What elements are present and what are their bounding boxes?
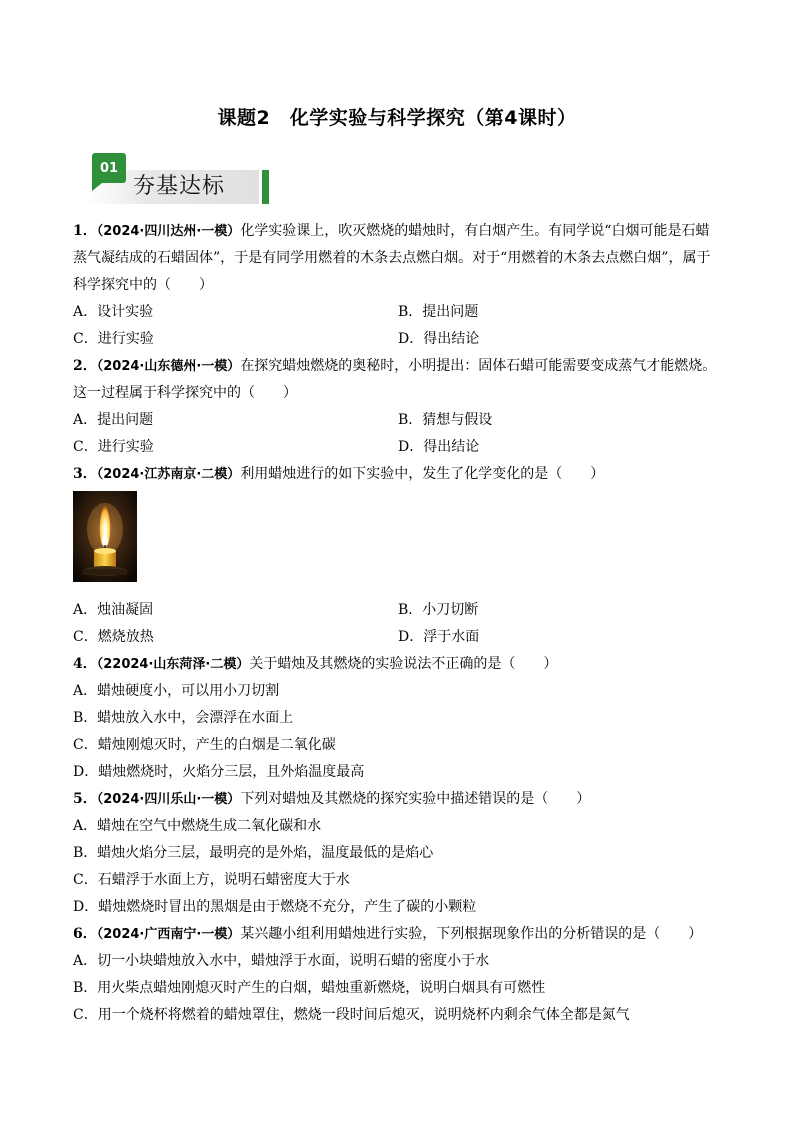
question-source: （2024·山东德州·一模） (96, 359, 241, 374)
option-d: D．浮于水面 (398, 629, 480, 645)
question-number: 5． (73, 791, 97, 807)
option-b: B．猜想与假设 (398, 412, 493, 428)
question-5 (73, 786, 723, 813)
question-stem: 关于蜡烛及其燃烧的实验说法不正确的是（ ） (249, 656, 558, 672)
question-stem: 利用蜡烛进行的如下实验中，发生了化学变化的是（ ） (240, 466, 605, 482)
question-source: （2024·江苏南京·二模） (96, 467, 241, 482)
option-b: B．小刀切断 (398, 602, 479, 618)
option-a: A．蜡烛硬度小，可以用小刀切割 (73, 683, 280, 699)
question-source: （2024·广西南宁·一模） (96, 927, 241, 942)
question-3 (73, 461, 723, 488)
option-c: C．用一个烧杯将燃着的蜡烛罩住，燃烧一段时间后熄灭，说明烧杯内剩余气体全都是氮气 (73, 1007, 630, 1023)
option-a: A．提出问题 (73, 412, 154, 428)
section-badge-tail (92, 183, 102, 191)
candle-top (94, 548, 116, 554)
option-c: C．进行实验 (73, 439, 154, 455)
option-a: A．蜡烛在空气中燃烧生成二氧化碳和水 (73, 818, 322, 834)
question-3-options (73, 597, 723, 651)
section-label: 夯基达标 (133, 174, 226, 199)
question-source: （22024·山东菏泽·二模） (96, 657, 250, 672)
option-d: D．得出结论 (398, 439, 480, 455)
option-b: B．用火柴点蜡烛刚熄灭时产生的白烟，蜡烛重新燃烧，说明白烟具有可燃性 (73, 980, 546, 996)
question-number: 1． (73, 223, 97, 239)
candle-holder-base (83, 569, 127, 575)
question-2 (73, 353, 723, 407)
option-c: C．进行实验 (73, 331, 154, 347)
question-6 (73, 921, 723, 948)
section-header (87, 152, 272, 204)
option-b: B．提出问题 (398, 304, 479, 320)
page-title: 课题2 化学实验与科学探究（第4课时） (217, 107, 577, 129)
candle-photo (73, 491, 137, 582)
option-d: D．得出结论 (398, 331, 480, 347)
question-5-options (73, 813, 723, 921)
option-a: A．烛油凝固 (73, 602, 154, 618)
question-stem: 某兴趣小组利用蜡烛进行实验，下列根据现象作出的分析错误的是（ ） (240, 926, 703, 942)
question-source: （2024·四川达州·一模） (96, 224, 241, 239)
question-list (73, 218, 723, 1029)
option-b: B．蜡烛放入水中，会漂浮在水面上 (73, 710, 294, 726)
question-stem: 下列对蜡烛及其燃烧的探究实验中描述错误的是（ ） (240, 791, 591, 807)
option-b: B．蜡烛火焰分三层，最明亮的是外焰，温度最低的是焰心 (73, 845, 434, 861)
section-accent-bar (262, 170, 269, 204)
question-1 (73, 218, 723, 299)
option-c: C．石蜡浮于水面上方，说明石蜡密度大于水 (73, 872, 350, 888)
question-number: 4． (73, 656, 97, 672)
option-d: D．蜡烛燃烧时，火焰分三层，且外焰温度最高 (73, 764, 365, 780)
section-badge: 01 (92, 153, 126, 183)
question-number: 3． (73, 466, 97, 482)
option-a: A．切一小块蜡烛放入水中，蜡烛浮于水面，说明石蜡的密度小于水 (73, 953, 490, 969)
option-a: A．设计实验 (73, 304, 154, 320)
question-stem: 化学实验课上，吹灭燃烧的蜡烛时，有白烟产生。有同学说“白烟可能是石蜡蒸气凝结成的石蜡固体”，于是有同学用燃着的木条去点燃白烟。对于“用燃着的木条去点燃白烟”，属于科学探究中的（ ） (73, 223, 711, 293)
option-d: D．蜡烛燃烧时冒出的黑烟是由于燃烧不充分，产生了碳的小颗粒 (73, 899, 477, 915)
question-1-options (73, 299, 723, 353)
question-4-options (73, 678, 723, 786)
question-2-options (73, 407, 723, 461)
question-stem: 在探究蜡烛燃烧的奥秘时，小明提出：固体石蜡可能需要变成蒸气才能燃烧。这一过程属于科学探究中的（ ） (73, 358, 717, 401)
question-4 (73, 651, 723, 678)
question-number: 6． (73, 926, 97, 942)
option-c: C．蜡烛刚熄灭时，产生的白烟是二氧化碳 (73, 737, 336, 753)
question-source: （2024·四川乐山·一模） (96, 792, 241, 807)
question-6-options (73, 948, 723, 1029)
option-c: C．燃烧放热 (73, 629, 154, 645)
question-number: 2． (73, 358, 97, 374)
